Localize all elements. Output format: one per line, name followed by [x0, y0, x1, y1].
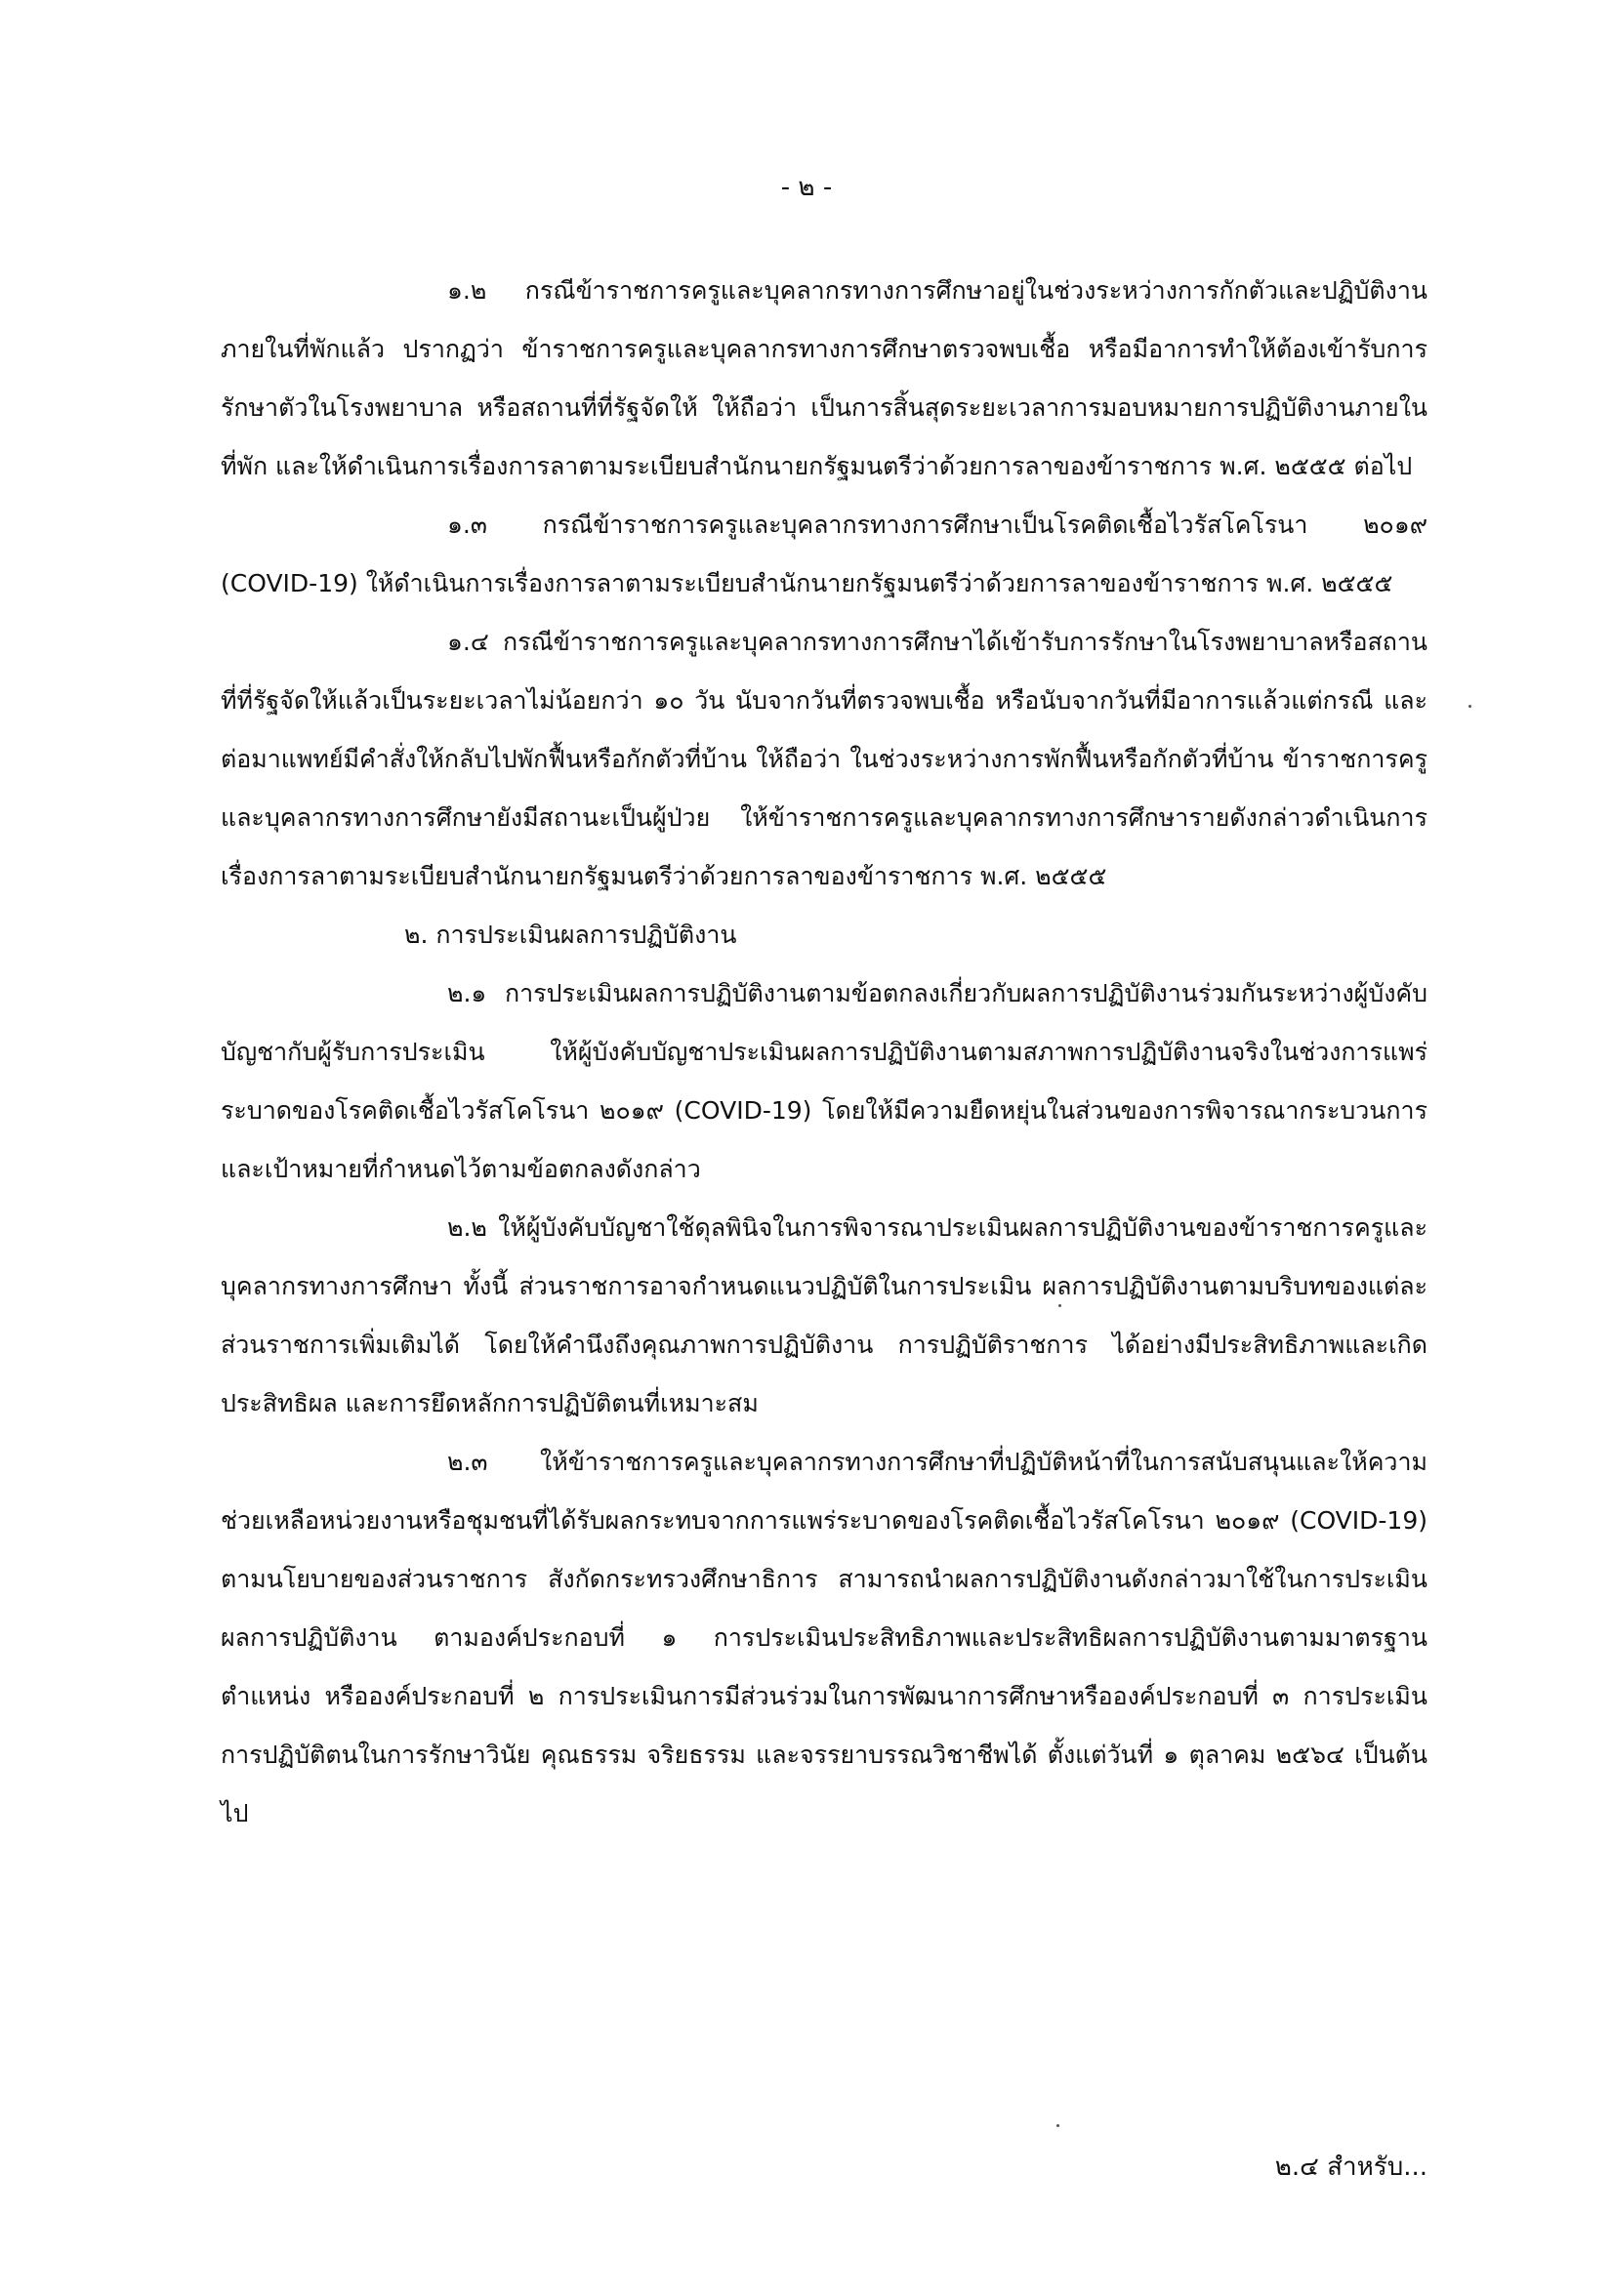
document-body [221, 262, 1427, 1843]
scan-speck [1468, 705, 1471, 708]
scan-speck [1058, 1304, 1061, 1307]
paragraph-1-4: ๑.๔ กรณีข้าราชการครูและบุคลากรทางการศึกษาได้เข้ารับการรักษาในโรงพยาบาลหรือสถานที่ที่รัฐจัดให้แล้วเป็นระยะเวลาไม่น้อยกว่า ๑๐ วัน นับจากวันที่ตรวจพบเชื้อ หรือนับจากวันที่มีอาการแล้วแต่กรณี และต่อมาแพทย์มีคำสั่งให้กลับไปพักฟื้นหรือกักตัวที่บ้าน ให้ถือว่า ในช่วงระหว่างการพักฟื้นหรือกักตัวที่บ้าน ข้าราชการครูและบุคลากรทางการศึกษายังมีสถานะเป็นผู้ป่วย ให้ข้าราชการครูและบุคลากรทางการศึกษารายดังกล่าวดำเนินการเรื่องการลาตามระเบียบสำนักนายกรัฐมนตรีว่าด้วยการลาของข้าราชการ พ.ศ. ๒๕๕๕ [221, 628, 1427, 890]
section-heading-2: ๒. การประเมินผลการปฏิบัติงาน [404, 921, 737, 949]
continuation-reference: ๒.๔ สำหรับ... [1274, 2152, 1427, 2182]
paragraph-1-3: ๑.๓ กรณีข้าราชการครูและบุคลากรทางการศึกษาเป็นโรคติดเชื้อไวรัสโคโรนา ๒๐๑๙ (COVID-19) ให้ดำเนินการเรื่องการลาตามระเบียบสำนักนายกรัฐมนตรีว่าด้วยการลาของข้าราชการ พ.ศ. ๒๕๕๕ [221, 511, 1427, 597]
scan-speck [1056, 2124, 1059, 2127]
paragraph-2-1: ๒.๑ การประเมินผลการปฏิบัติงานตามข้อตกลงเกี่ยวกับผลการปฏิบัติงานร่วมกันระหว่างผู้บังคับบัญชากับผู้รับการประเมิน ให้ผู้บังคับบัญชาประเมินผลการปฏิบัติงานตามสภาพการปฏิบัติงานจริงในช่วงการแพร่ระบาดของโรคติดเชื้อไวรัสโคโรนา ๒๐๑๙ (COVID-19) โดยให้มีความยืดหยุ่นในส่วนของการพิจารณากระบวนการและเป้าหมายที่กำหนดไว้ตามข้อตกลงดังกล่าว [221, 979, 1427, 1183]
paragraph-1-2: ๑.๒ กรณีข้าราชการครูและบุคลากรทางการศึกษาอยู่ในช่วงระหว่างการกักตัวและปฏิบัติงานภายในที่พักแล้ว ปรากฏว่า ข้าราชการครูและบุคลากรทางการศึกษาตรวจพบเชื้อ หรือมีอาการทำให้ต้องเข้ารับการรักษาตัวในโรงพยาบาล หรือสถานที่ที่รัฐจัดให้ ให้ถือว่า เป็นการสิ้นสุดระยะเวลาการมอบหมายการปฏิบัติงานภายในที่พัก และให้ดำเนินการเรื่องการลาตามระเบียบสำนักนายกรัฐมนตรีว่าด้วยการลาของข้าราชการ พ.ศ. ๒๕๕๕ ต่อไป [221, 276, 1427, 480]
page-number: - ๒ - [780, 173, 833, 202]
paragraph-2-2: ๒.๒ ให้ผู้บังคับบัญชาใช้ดุลพินิจในการพิจารณาประเมินผลการปฏิบัติงานของข้าราชการครูและบุคลากรทางการศึกษา ทั้งนี้ ส่วนราชการอาจกำหนดแนวปฏิบัติในการประเมิน ผลการปฏิบัติงานตามบริบทของแต่ละส่วนราชการเพิ่มเติมได้ โดยให้คำนึงถึงคุณภาพการปฏิบัติงาน การปฏิบัติราชการ ได้อย่างมีประสิทธิภาพและเกิดประสิทธิผล และการยึดหลักการปฏิบัติตนที่เหมาะสม [221, 1213, 1427, 1417]
paragraph-2-3: ๒.๓ ให้ข้าราชการครูและบุคลากรทางการศึกษาที่ปฏิบัติหน้าที่ในการสนับสนุนและให้ความช่วยเหลือหน่วยงานหรือชุมชนที่ได้รับผลกระทบจากการแพร่ระบาดของโรคติดเชื้อไวรัสโคโรนา ๒๐๑๙ (COVID-19) ตามนโยบายของส่วนราชการ สังกัดกระทรวงศึกษาธิการ สามารถนำผลการปฏิบัติงานดังกล่าวมาใช้ในการประเมินผลการปฏิบัติงาน ตามองค์ประกอบที่ ๑ การประเมินประสิทธิภาพและประสิทธิผลการปฏิบัติงานตามมาตรฐานตำแหน่ง หรือองค์ประกอบที่ ๒ การประเมินการมีส่วนร่วมในการพัฒนาการศึกษาหรือองค์ประกอบที่ ๓ การประเมินการปฏิบัติตนในการรักษาวินัย คุณธรรม จริยธรรม และจรรยาบรรณวิชาชีพได้ ตั้งแต่วันที่ ๑ ตุลาคม ๒๕๖๔ เป็นต้นไป [221, 1448, 1427, 1827]
